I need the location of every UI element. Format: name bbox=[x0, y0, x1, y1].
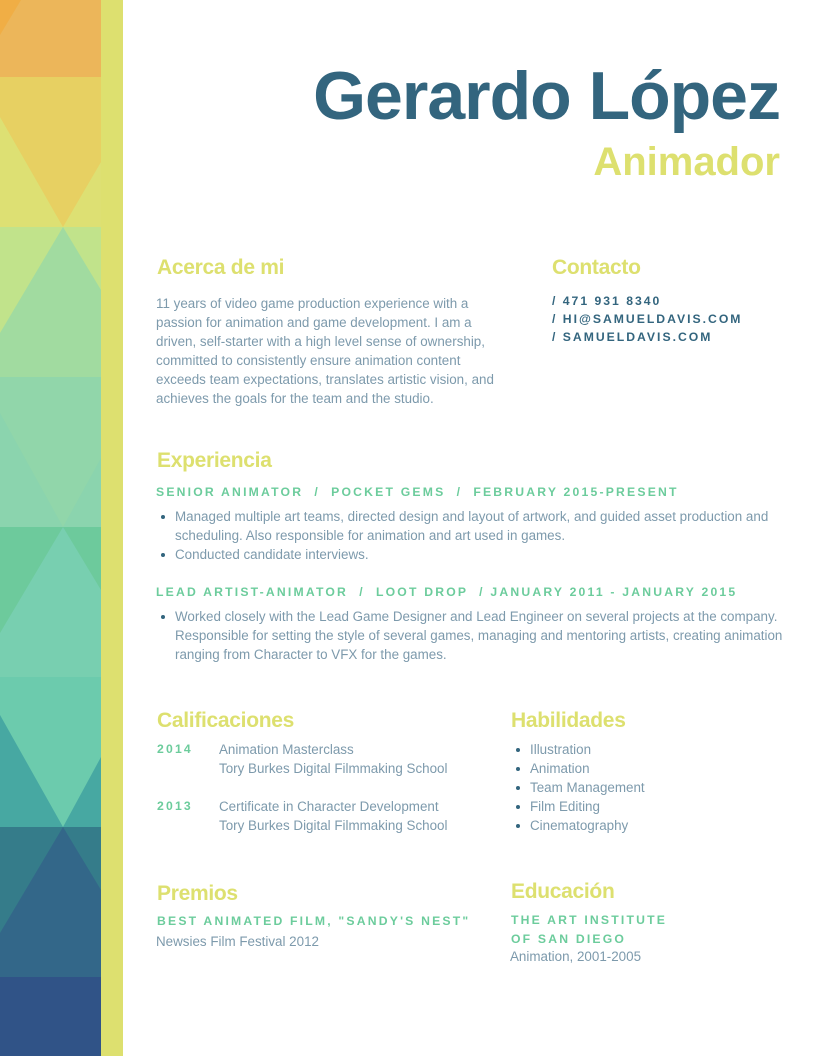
contact-phone[interactable]: / 471 931 8340 bbox=[552, 294, 662, 308]
awards-heading: Premios bbox=[157, 882, 238, 905]
qualifications-heading: Calificaciones bbox=[157, 709, 295, 732]
skills-list bbox=[511, 740, 645, 835]
qualification-school: Tory Burkes Digital Filmmaking School bbox=[219, 818, 448, 833]
skill-item: Animation bbox=[511, 759, 645, 778]
skill-item: Illustration bbox=[511, 740, 645, 759]
job-title: SENIOR ANIMATOR / POCKET GEMS / FEBRUARY 2015-PRESENT bbox=[156, 485, 679, 499]
skills-heading: Habilidades bbox=[511, 709, 626, 732]
contact-website-link[interactable]: / SAMUELDAVIS.COM bbox=[552, 330, 713, 344]
triangle-pattern-graphic bbox=[0, 0, 101, 1056]
decorative-sidebar bbox=[0, 0, 101, 1056]
award-title: BEST ANIMATED FILM, "SANDY'S NEST" bbox=[157, 914, 471, 928]
education-heading: Educación bbox=[511, 880, 615, 903]
job-bullet: Managed multiple art teams, directed design and layout of artwork, and guided asset production and scheduling. Also responsible for animation and art used in games. bbox=[156, 507, 786, 545]
qualification-item bbox=[157, 740, 447, 778]
qualification-school: Tory Burkes Digital Filmmaking School bbox=[219, 761, 448, 776]
award-detail: Newsies Film Festival 2012 bbox=[156, 934, 319, 949]
job-title: LEAD ARTIST-ANIMATOR / LOOT DROP / JANUARY 2011 - JANUARY 2015 bbox=[156, 585, 738, 599]
job-bullets bbox=[156, 607, 786, 664]
candidate-name: Gerardo López bbox=[313, 58, 780, 134]
skill-item: Cinematography bbox=[511, 816, 645, 835]
job-bullet: Worked closely with the Lead Game Designer and Lead Engineer on several projects at the company. Responsible for setting the style of several games, managing and mentoring artists, creating animation ranging from Character to VFX for the games. bbox=[156, 607, 786, 664]
about-heading: Acerca de mi bbox=[157, 256, 285, 279]
qualification-year: 2013 bbox=[157, 799, 193, 813]
qualification-title: Certificate in Character Development bbox=[219, 799, 439, 814]
contact-email-link[interactable]: / HI@SAMUELDAVIS.COM bbox=[552, 312, 743, 326]
job-bullet: Conducted candidate interviews. bbox=[156, 545, 786, 564]
qualification-year: 2014 bbox=[157, 742, 193, 756]
experience-job bbox=[156, 485, 786, 564]
skill-item: Team Management bbox=[511, 778, 645, 797]
education-school-line: OF SAN DIEGO bbox=[511, 932, 627, 946]
education-school bbox=[511, 911, 667, 949]
yellow-accent-strip bbox=[101, 0, 123, 1056]
about-text: 11 years of video game production experience with a passion for animation and game development. I am a driven, self-starter with a high level sense of ownership, committed to consistently ensure animation content exceeds team expectations, translates artistic vision, and achieves the goals for the team and the studio. bbox=[156, 296, 494, 406]
qualifications-list bbox=[157, 740, 447, 835]
contact-heading: Contacto bbox=[552, 256, 641, 279]
job-bullets bbox=[156, 507, 786, 564]
contact-list bbox=[552, 292, 742, 346]
education-detail: Animation, 2001-2005 bbox=[510, 949, 642, 964]
qualification-item bbox=[157, 797, 447, 835]
education-school-line: THE ART INSTITUTE bbox=[511, 913, 668, 927]
experience-heading: Experiencia bbox=[157, 449, 272, 472]
qualification-title: Animation Masterclass bbox=[219, 742, 354, 757]
job-role: Animador bbox=[593, 140, 780, 184]
skill-item: Film Editing bbox=[511, 797, 645, 816]
experience-job bbox=[156, 585, 786, 664]
